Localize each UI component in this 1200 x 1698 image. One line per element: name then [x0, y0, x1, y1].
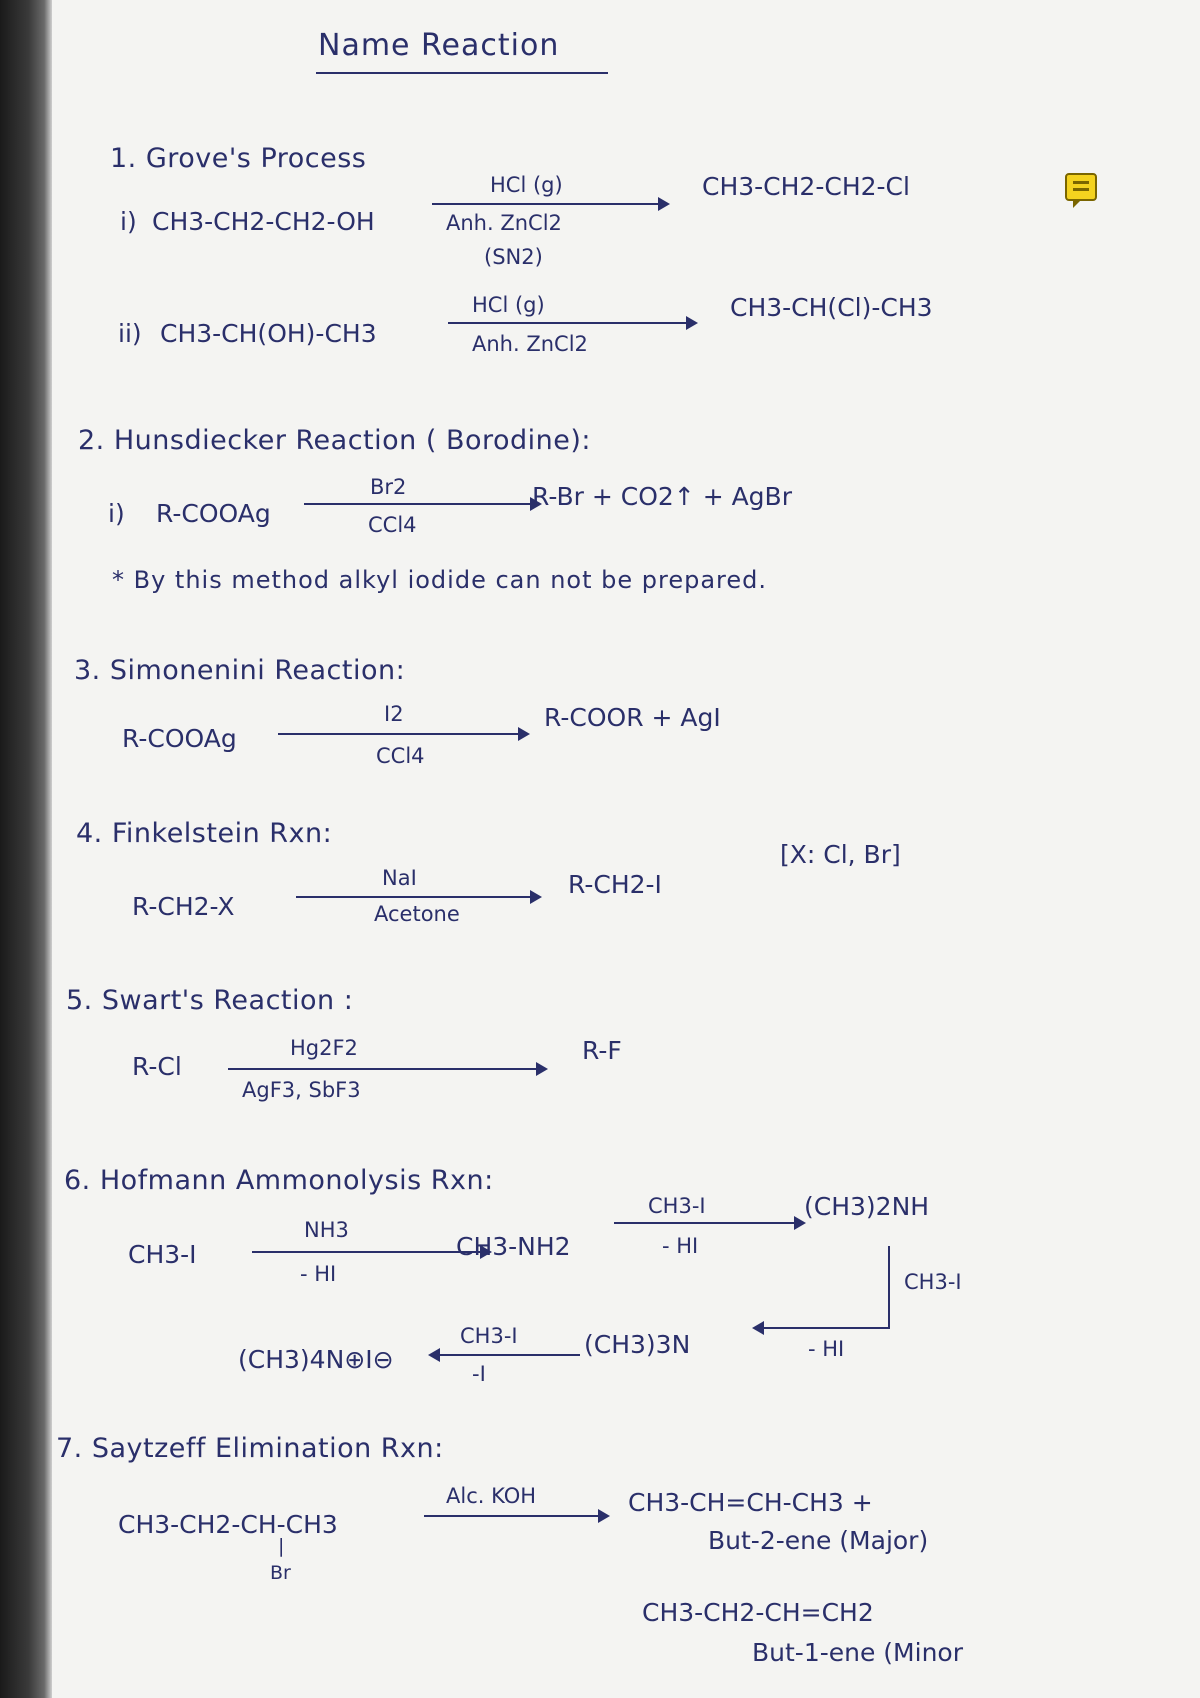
section-3-heading: 3. Simonenini Reaction:: [74, 655, 406, 686]
s5-product: R-F: [582, 1036, 622, 1065]
s6-arrow-2: [614, 1222, 804, 1224]
s6-a4-below: -I: [472, 1362, 486, 1386]
section-4-heading: 4. Finkelstein Rxn:: [76, 818, 333, 849]
s4-product: R-CH2-I: [568, 870, 662, 899]
comment-icon[interactable]: [1065, 173, 1097, 201]
s1-r2-product: CH3-CH(Cl)-CH3: [730, 293, 933, 322]
title-underline: [316, 72, 608, 74]
section-7-heading: 7. Saytzeff Elimination Rxn:: [56, 1433, 444, 1464]
s7-product-2: CH3-CH2-CH=CH2: [642, 1598, 874, 1627]
s2-reactant: R-COOAg: [156, 499, 271, 528]
s6-arrow-1: [252, 1251, 490, 1253]
s7-product-1-name: But-2-ene (Major): [708, 1526, 929, 1555]
s3-above: I2: [384, 702, 404, 726]
s4-arrow: [296, 896, 540, 898]
s1-r2-above: HCl (g): [472, 293, 545, 317]
section-6-heading: 6. Hofmann Ammonolysis Rxn:: [64, 1165, 494, 1196]
s7-reactant-substituent: Br: [270, 1562, 291, 1584]
s6-a2-above: CH3-I: [648, 1194, 706, 1218]
s6-reactant: CH3-I: [128, 1240, 197, 1269]
s1-r2-arrow: [448, 322, 696, 324]
s5-below: AgF3, SbF3: [242, 1078, 361, 1102]
s4-below: Acetone: [374, 902, 460, 926]
s1-r2-reactant: CH3-CH(OH)-CH3: [160, 319, 377, 348]
s7-product-1: CH3-CH=CH-CH3 +: [628, 1488, 873, 1517]
s7-above: Alc. KOH: [446, 1484, 537, 1508]
s6-p2: (CH3)2NH: [804, 1192, 930, 1221]
s6-arrow-3-line: [888, 1246, 890, 1328]
s6-a1-above: NH3: [304, 1218, 349, 1242]
notebook-page: [52, 0, 1200, 1698]
s6-a3-side: CH3-I: [904, 1270, 962, 1294]
s5-above: Hg2F2: [290, 1036, 358, 1060]
s2-below: CCl4: [368, 513, 417, 537]
s1-r1-reactant: CH3-CH2-CH2-OH: [152, 207, 375, 236]
s2-product: R-Br + CO2↑ + AgBr: [532, 482, 792, 511]
s6-a4-above: CH3-I: [460, 1324, 518, 1348]
s2-arrow: [304, 503, 540, 505]
s6-p4: (CH3)4N⊕I⊖: [238, 1345, 394, 1374]
s6-p3: (CH3)3N: [584, 1330, 691, 1359]
s4-above: NaI: [382, 866, 417, 890]
s6-arrow-3: [754, 1327, 890, 1329]
s1-r2-label: ii): [118, 319, 142, 348]
s1-r1-arrow: [432, 203, 668, 205]
notebook-spine: [0, 0, 52, 1698]
section-2-heading: 2. Hunsdiecker Reaction ( Borodine):: [78, 425, 592, 456]
s7-arrow: [424, 1515, 608, 1517]
s1-r1-note: (SN2): [484, 245, 543, 269]
s6-a2-below: - HI: [662, 1234, 699, 1258]
s6-arrow-4: [430, 1354, 580, 1356]
s6-a3-below: - HI: [808, 1337, 845, 1361]
s7-reactant-bond: |: [278, 1535, 285, 1557]
s2-above: Br2: [370, 475, 407, 499]
s3-reactant: R-COOAg: [122, 724, 237, 753]
section-5-heading: 5. Swart's Reaction :: [66, 985, 354, 1016]
s7-reactant: CH3-CH2-CH-CH3: [118, 1510, 338, 1539]
s1-r1-product: CH3-CH2-CH2-Cl: [702, 172, 910, 201]
s1-r1-above: HCl (g): [490, 173, 563, 197]
s1-r1-label: i): [120, 207, 137, 236]
s6-a1-below: - HI: [300, 1262, 337, 1286]
s2-note: * By this method alkyl iodide can not be prepared.: [112, 566, 768, 594]
s7-product-2-name: But-1-ene (Minor: [752, 1638, 963, 1667]
page-title: Name Reaction: [318, 28, 560, 63]
s3-product: R-COOR + AgI: [544, 703, 721, 732]
s5-arrow: [228, 1068, 546, 1070]
s4-reactant: R-CH2-X: [132, 892, 235, 921]
s5-reactant: R-Cl: [132, 1052, 182, 1081]
s1-r2-below: Anh. ZnCl2: [472, 332, 588, 356]
s2-label: i): [108, 499, 125, 528]
s3-arrow: [278, 733, 528, 735]
section-1-heading: 1. Grove's Process: [110, 143, 367, 174]
s6-p1: CH3-NH2: [456, 1232, 571, 1261]
s4-note: [X: Cl, Br]: [780, 840, 901, 869]
s1-r1-below: Anh. ZnCl2: [446, 211, 562, 235]
s3-below: CCl4: [376, 744, 425, 768]
